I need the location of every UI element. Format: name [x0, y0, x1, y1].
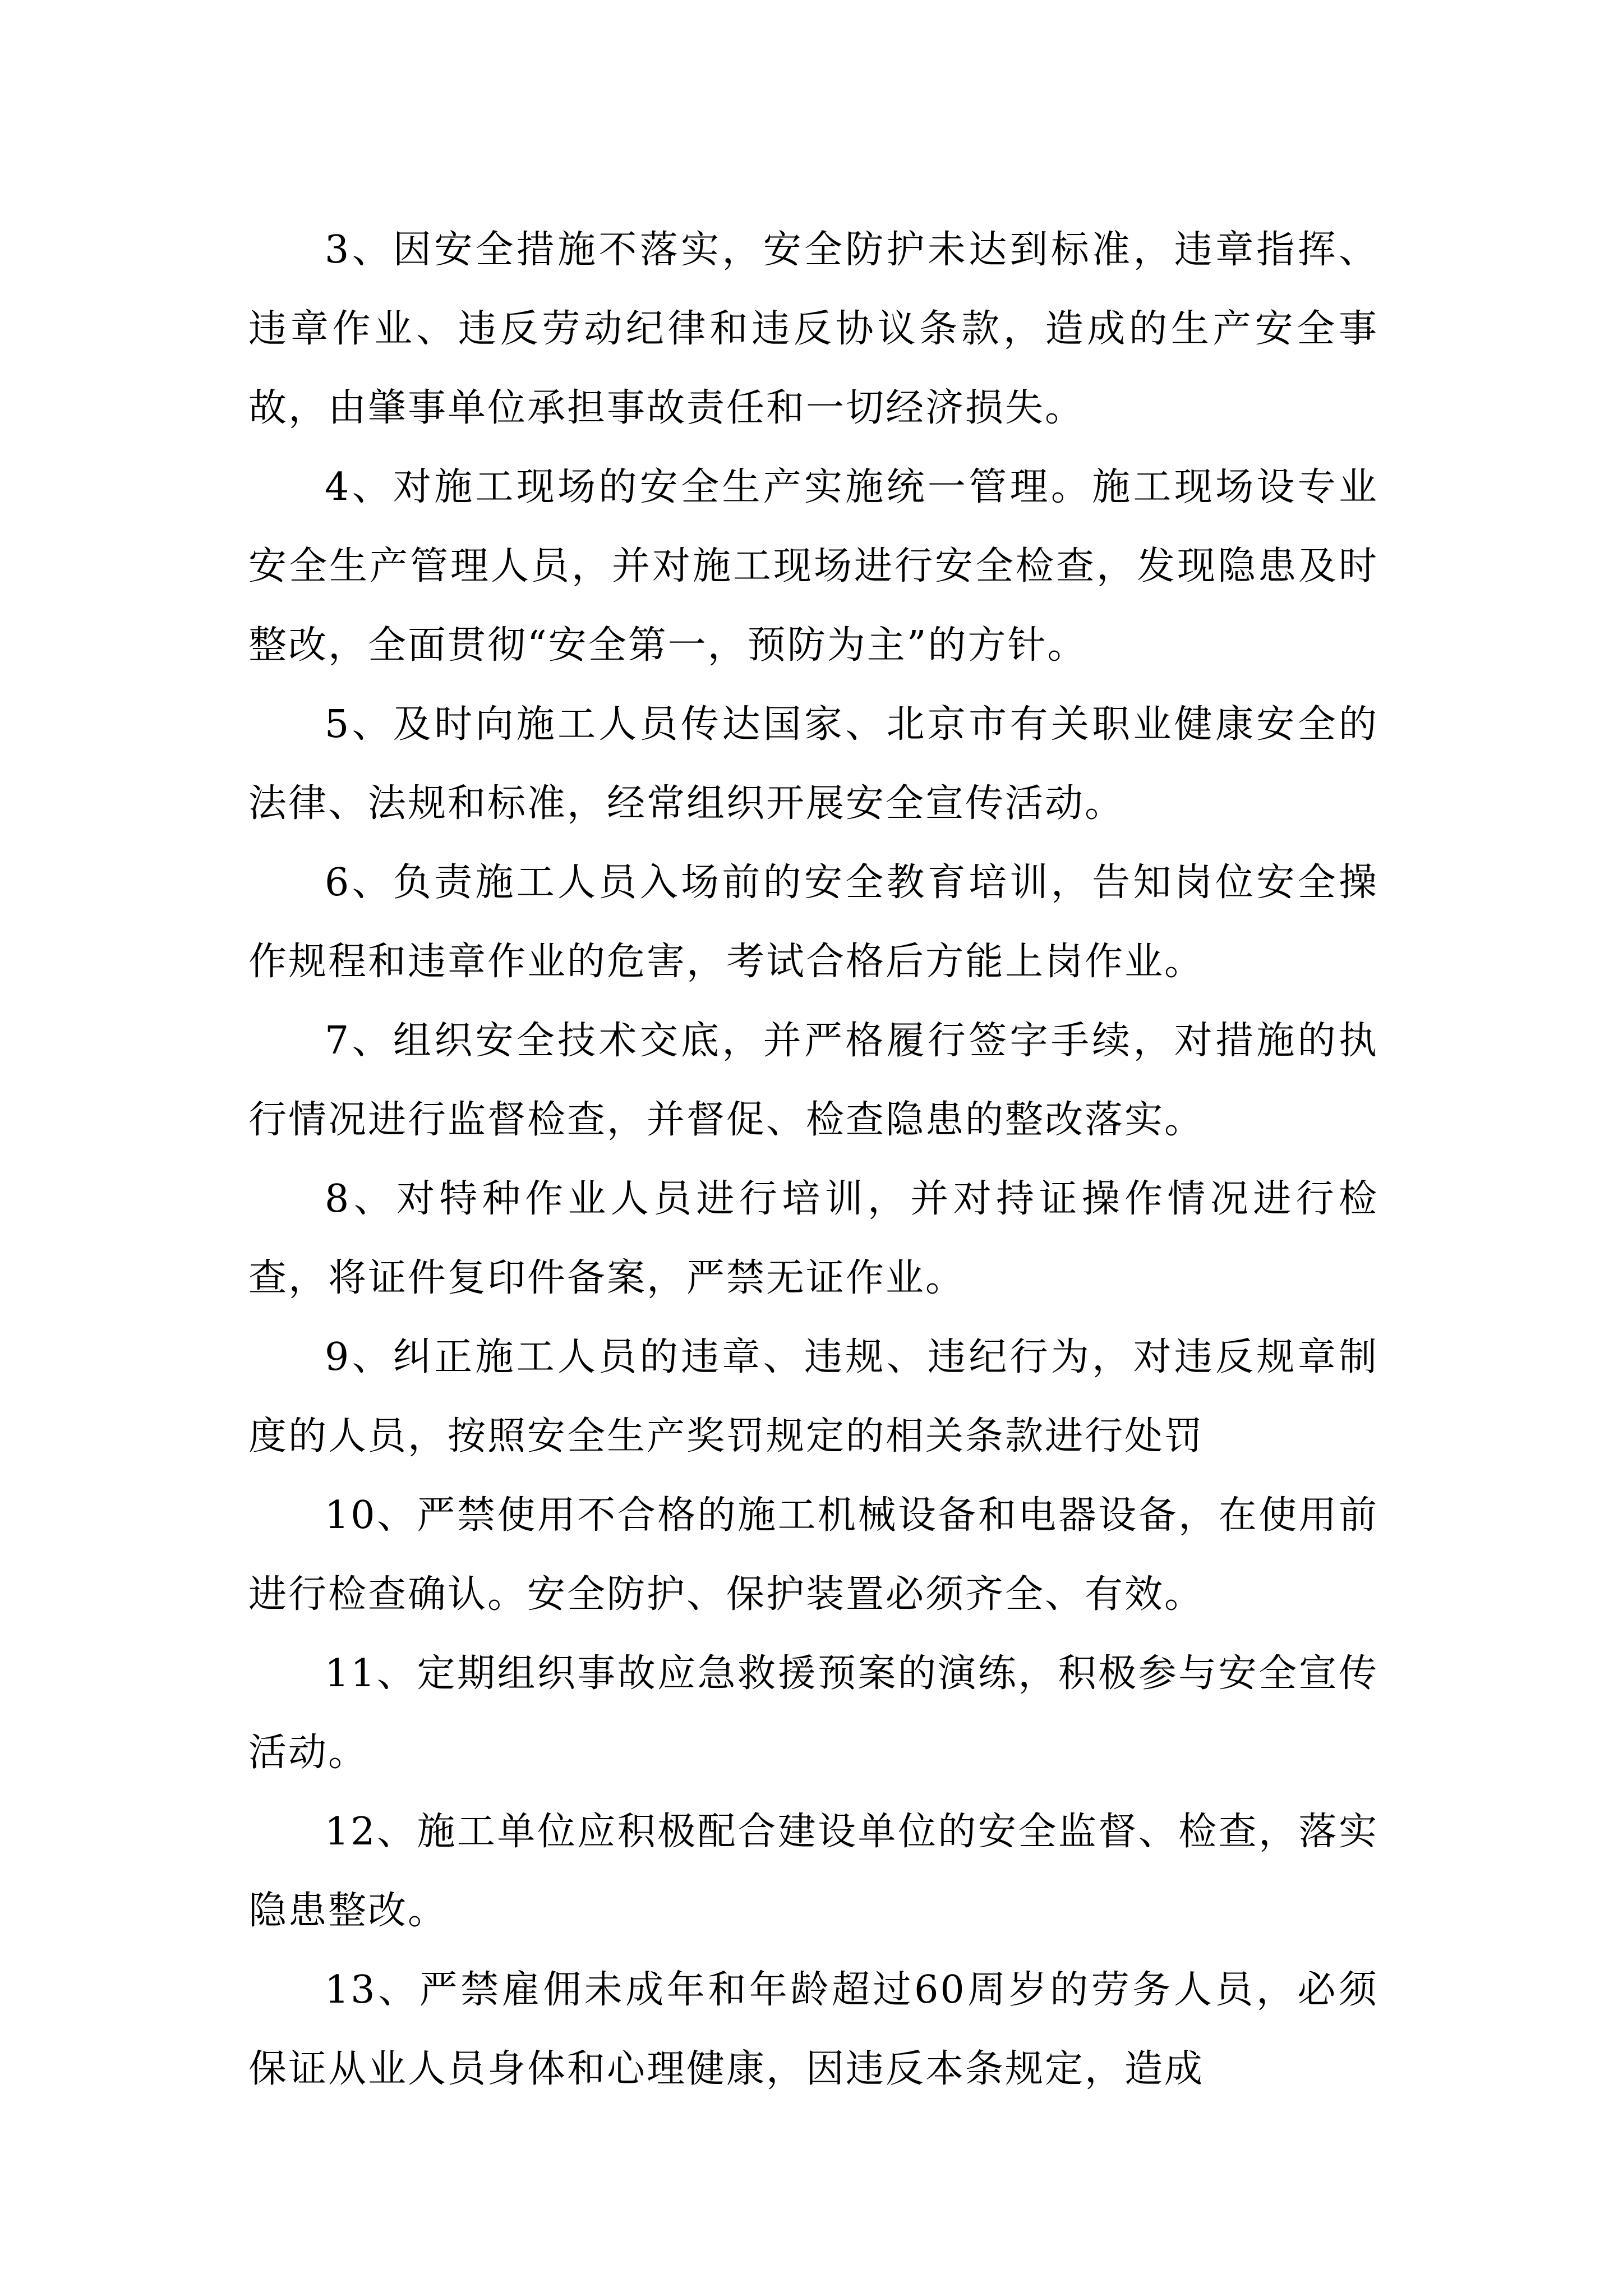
paragraph-item-9: 9、纠正施工人员的违章、违规、违纪行为，对违反规章制度的人员，按照安全生产奖罚规定的相关条款进行处罚: [248, 1335, 1378, 1458]
paragraph-item-12: 12、施工单位应积极配合建设单位的安全监督、检查，落实隐患整改。: [248, 1810, 1378, 1933]
paragraph-item-6: 6、负责施工人员入场前的安全教育培训，告知岗位安全操作规程和违章作业的危害，考试合格后方能上岗作业。: [248, 861, 1378, 984]
document-body: [248, 210, 1378, 2109]
paragraph-item-13: 13、严禁雇佣未成年和年龄超过60周岁的劳务人员，必须保证从业人员身体和心理健康，因违反本条规定，造成: [248, 1968, 1378, 2091]
paragraph-item-10: 10、严禁使用不合格的施工机械设备和电器设备，在使用前进行检查确认。安全防护、保护装置必须齐全、有效。: [248, 1493, 1378, 1617]
paragraph-item-5: 5、及时向施工人员传达国家、北京市有关职业健康安全的法律、法规和标准，经常组织开展安全宣传活动。: [248, 702, 1378, 826]
paragraph-item-4: 4、对施工现场的安全生产实施统一管理。施工现场设专业安全生产管理人员，并对施工现场进行安全检查，发现隐患及时整改，全面贯彻“安全第一，预防为主”的方针。: [248, 465, 1378, 668]
paragraph-item-3: 3、因安全措施不落实，安全防护未达到标准，违章指挥、违章作业、违反劳动纪律和违反协议条款，造成的生产安全事故，由肇事单位承担事故责任和一切经济损失。: [248, 228, 1378, 430]
paragraph-item-8: 8、对特种作业人员进行培训，并对持证操作情况进行检查，将证件复印件备案，严禁无证作业。: [248, 1177, 1378, 1300]
paragraph-item-11: 11、定期组织事故应急救援预案的演练，积极参与安全宣传活动。: [248, 1651, 1378, 1775]
paragraph-item-7: 7、组织安全技术交底，并严格履行签字手续，对措施的执行情况进行监督检查，并督促、检查隐患的整改落实。: [248, 1019, 1378, 1142]
